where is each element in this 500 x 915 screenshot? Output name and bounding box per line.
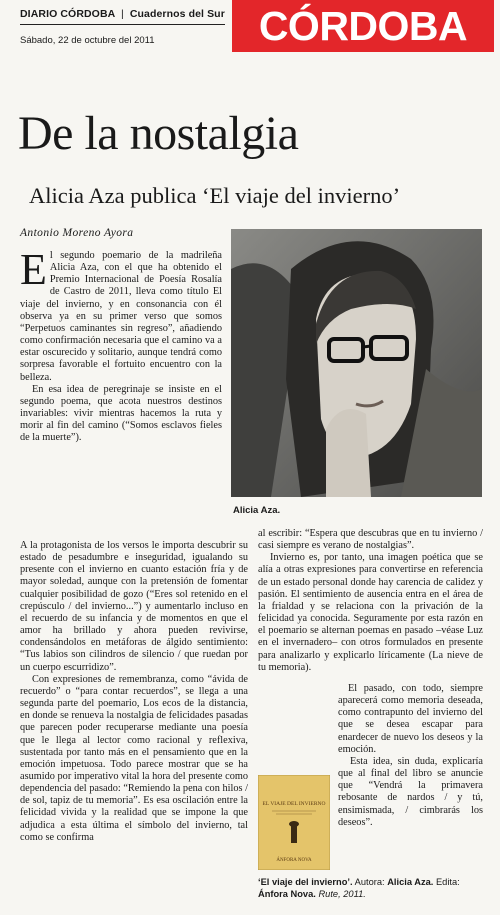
masthead-logo: CÓRDOBA xyxy=(258,3,468,49)
book-caption xyxy=(258,876,483,900)
article-author: Antonio Moreno Ayora xyxy=(20,227,134,239)
photo-caption: Alicia Aza. xyxy=(233,505,281,516)
book-caption-title: ‘El viaje del invierno’. xyxy=(258,877,353,887)
masthead-banner xyxy=(232,0,494,52)
paragraph-2-rest: A la protagonista de los versos le importa descubrir su estado de pesadumbre e inseguridad, igualando su presente con el invierno en cuanto estación fría y de mayor soledad, aunque con la pretensión de fomentar cualquier posibilidad de gozo (“Eres sol retenido en el crepúsculo / del invierno...”) y aumentarlo incluso en el recuerdo de su infancia y de momentos en que el amor ha brillado y ahora pueden revivirse, condensándolos en metáforas de álgido sentimiento: “Tus labios son cilindros de silencio / que ruedan por un cuerpo escurridizo”. xyxy=(20,540,248,673)
header-section-line xyxy=(20,8,225,20)
header-rule xyxy=(20,24,225,25)
paragraph-4: Invierno es, por tanto, una imagen poética que se alía a otras expresiones para convertirse en referencia de un estado personal donde hay carencia de calidez y pasión. El sentimiento de ausencia entra en el área de la frialdad y se relaciona con la privación de la felicidad ya conocida. Seguramente por esta razón en el poemario se alternan poemas en pasado –véase Luz en el invernadero– con otros formulados en presente para analizarlo y explicarlo líricamente (La nieve de tu memoria). xyxy=(258,552,483,673)
header-separator: | xyxy=(120,8,124,20)
book-caption-editor: Ánfora Nova. xyxy=(258,889,316,899)
newspaper-name: DIARIO CÓRDOBA xyxy=(20,8,115,20)
paragraph-2-start: En esa idea de peregrinaje se insiste en el segundo poema, que acota nuestros destinos invariables: vivir mientras hacemos la ruta y morir al fin del camino (“Somos esclavos fieles de la muerte”). xyxy=(20,383,222,444)
article-title: De la nostalgia xyxy=(18,107,299,160)
book-caption-author: Alicia Aza. xyxy=(387,877,434,887)
article-subtitle: Alicia Aza publica ‘El viaje del invierno’ xyxy=(29,183,401,208)
book-caption-author-label: Autora: xyxy=(354,877,385,887)
issue-date: Sábado, 22 de octubre del 2011 xyxy=(20,35,155,46)
article-column-right-top xyxy=(258,528,483,674)
book-cover-title: EL VIAJE DEL INVIERNO xyxy=(262,801,326,807)
book-cover-publisher: ÁNFORA NOVA xyxy=(276,858,312,863)
author-photo xyxy=(231,229,482,497)
drop-cap: E xyxy=(20,245,47,294)
article-column-left-bottom xyxy=(20,540,248,844)
paragraph-6: Esta idea, sin duda, explicaría que al final del libro se anuncie que “Vendrá la primavera rebosante de nardos / y tú, ensimismada, / cimbrarás los deseos”. xyxy=(338,755,483,828)
paragraph-3: Con expresiones de remembranza, como “ávida de recuerdo” o “para contar recuerdos”, se llega a una segunda parte del poemario, Los ecos de la distancia, en donde se renueva la nostalgia de felicidades pasadas que parecen poder recuperarse mediante una poesía que le llega al lector como racional y reflexiva, sustentada por tanto más en el pensamiento que en la emoción impetuosa. Todo parece mostrar que se ha asumido por imperativo vital la hora del presente como dependencia del pasado: “Remiendo la pena con hilos / de sol, tapiz de tu memoria”. Es esa oscilación entre la felicidad vivida y la realidad que se impone la que adjudica a esta última el símbolo del invierno, tal como se confirma xyxy=(20,673,248,843)
section-name: Cuadernos del Sur xyxy=(129,8,225,20)
book-cover xyxy=(258,775,330,870)
paragraph-1-text: l segundo poemario de la madrileña Alicia Aza, con el que ha obtenido el Premio Internacional de Poesía Rosalía de Castro de 2011, lleva como título El viaje del invierno, y en consonancia con él observa ya en su primer verso que somos “Perpetuos caminantes sin regreso”, añadiendo como confirmación necesaria que el camino va a estar oscurecido y solitario, aunque tendrá como sorpresa favorable el fortuito encuentro con la belleza. xyxy=(20,250,222,383)
paragraph-3-continued: al escribir: “Espera que descubras que en tu invierno / casi siempre es verano de nostalgias”. xyxy=(258,528,483,552)
book-caption-extra: Rute, 2011. xyxy=(318,889,366,899)
paragraph-5: El pasado, con todo, siempre aparecerá como memoria deseada, como contrapunto del invierno del que se desea escapar para enardecer de nuevo los deseos y la emoción. xyxy=(338,683,483,755)
article-column-left-top xyxy=(20,245,222,445)
paragraph-1 xyxy=(20,245,222,384)
book-caption-editor-label: Edita: xyxy=(435,877,460,887)
